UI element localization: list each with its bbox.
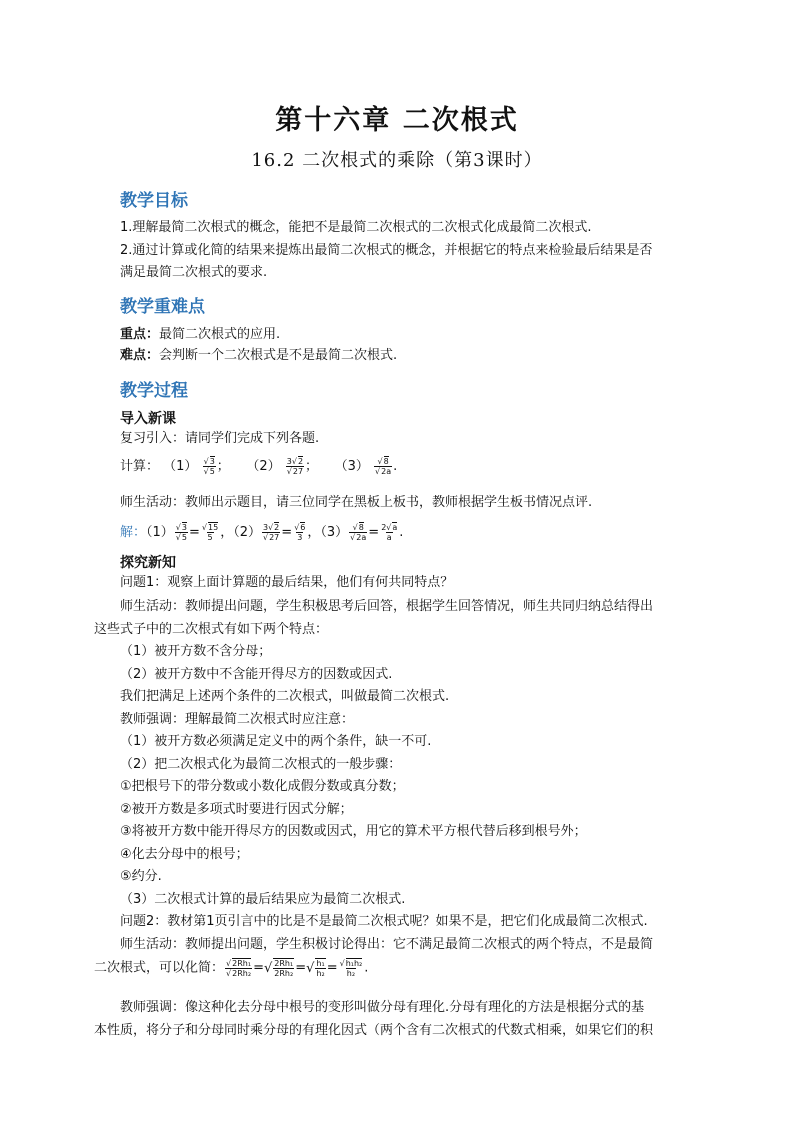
emphasis-2b: 本性质，将分子和分母同时乘分母的有理化因式（两个含有二次根式的代数式相乘，如果它们的积: [94, 1023, 654, 1038]
step-4: ④化去分母中的根号；: [120, 847, 249, 862]
activity-2b: 这些式子中的二次根式有如下两个特点：: [94, 622, 329, 637]
step-1: ①把根号下的带分数或小数化成假分数或真分数；: [120, 779, 405, 794]
key-heading: 教学重难点: [120, 297, 205, 317]
emphasis-2a: 教师强调：像这种化去分母中根号的变形叫做分母有理化.分母有理化的方法是根据分式的基: [120, 1000, 645, 1015]
process-heading: 教学过程: [120, 381, 188, 401]
key-point: [120, 325, 280, 344]
calc-line: 计算： （1） $\frac{√3}{√5}$ ； （2） $\frac{3√2}{√27}$ ； （3） $\frac{√8}{√2a}$ .: [120, 457, 398, 476]
calc-item-1: （1）: [163, 459, 198, 474]
explore-heading: 探究新知: [120, 555, 176, 571]
note-3: （3）二次根式计算的最后结果应为最简二次根式.: [120, 892, 406, 907]
key-text: 最简二次根式的应用.: [159, 327, 281, 342]
hard-text: 会判断一个二次根式是不是最简二次根式.: [159, 348, 398, 363]
hard-point: [120, 346, 397, 365]
calc-item-3: （3）: [334, 459, 369, 474]
goal-2b: 满足最简二次根式的要求.: [120, 265, 268, 280]
step-5: ⑤约分.: [120, 869, 162, 884]
note-2: （2）把二次根式化为最简二次根式的一般步骤：: [120, 757, 402, 772]
question-2: 问题2：教材第1页引言中的比是不是最简二次根式呢？如果不是，把它们化成最简二次根式.: [120, 914, 648, 929]
intro-heading: 导入新课: [120, 411, 176, 427]
step-3: ③将被开方数中能开得尽方的因数或因式，用它的算术平方根代替后移到根号外；: [120, 824, 587, 839]
activity-3a: 师生活动：教师提出问题，学生积极讨论得出：它不满足最简二次根式的两个特点，不是最简: [120, 937, 654, 952]
teacher-activity-1: 师生活动：教师出示题目，请三位同学在黑板上板书，教师根据学生板书情况点评.: [120, 495, 593, 510]
fraction: $\frac{3√2}{√27}$: [286, 457, 304, 476]
calc-item-2: （2）: [246, 459, 281, 474]
fraction: $\frac{√8}{√2a}$: [375, 457, 392, 476]
step-2: ②被开方数是多项式时要进行因式分解；: [120, 802, 353, 817]
solution-line: 解：（1） $\frac{√3}{√5}$ = $\frac{√15}{5}$ ，（2） $\frac{3√2}{√27}$ = $\frac{√6}{3}$ ，（3） $\frac{√8}{√2a}$ = $\frac{2√a}{a}$ .: [120, 523, 404, 542]
definition: 我们把满足上述两个条件的二次根式，叫做最简二次根式.: [120, 689, 450, 704]
chapter-title: 第十六章 二次根式: [275, 105, 519, 136]
note-1: （1）被开方数必须满足定义中的两个条件，缺一不可.: [120, 734, 432, 749]
goal-2a: 2.通过计算或化简的结果来提炼出最简二次根式的概念，并根据它的特点来检验最后结果是否: [120, 243, 653, 258]
solution-label: 解：: [120, 525, 147, 540]
feature-1: （1）被开方数不含分母；: [120, 644, 272, 659]
lesson-subtitle: 16.2 二次根式的乘除（第3课时）: [251, 150, 543, 171]
feature-2: （2）被开方数中不含能开得尽方的因数或因式.: [120, 667, 393, 682]
question-1: 问题1：观察上面计算题的最后结果，他们有何共同特点？: [120, 575, 454, 590]
fraction: $\frac{√3}{√5}$: [203, 457, 215, 476]
goal-1: 1.理解最简二次根式的概念，能把不是最简二次根式的二次根式化成最简二次根式.: [120, 220, 592, 235]
review-text: 复习引入：请同学们完成下列各题.: [120, 431, 320, 446]
activity-3b: 二次根式，可以化简： $\frac{\text{√2Rh₁}}{\text{√2Rh₂}}$ =√ $\frac{\text{2Rh₁}}{\text{2Rh₂}}$ =√ $\frac{\text{h₁}}{\text{h₂}}$ = $\frac{\text{√h₁h₂}}{\text{h₂}}$ .: [94, 958, 369, 978]
key-label: 重点：: [120, 327, 160, 342]
goal-heading: 教学目标: [120, 191, 188, 211]
hard-label: 难点：: [120, 348, 160, 363]
calc-label: 计算：: [120, 459, 160, 474]
emphasis-1: 教师强调：理解最简二次根式时应注意：: [120, 712, 355, 727]
activity-2a: 师生活动：教师提出问题，学生积极思考后回答，根据学生回答情况，师生共同归纳总结得出: [120, 599, 654, 614]
activity-3b-text: 二次根式，可以化简：: [94, 960, 225, 976]
